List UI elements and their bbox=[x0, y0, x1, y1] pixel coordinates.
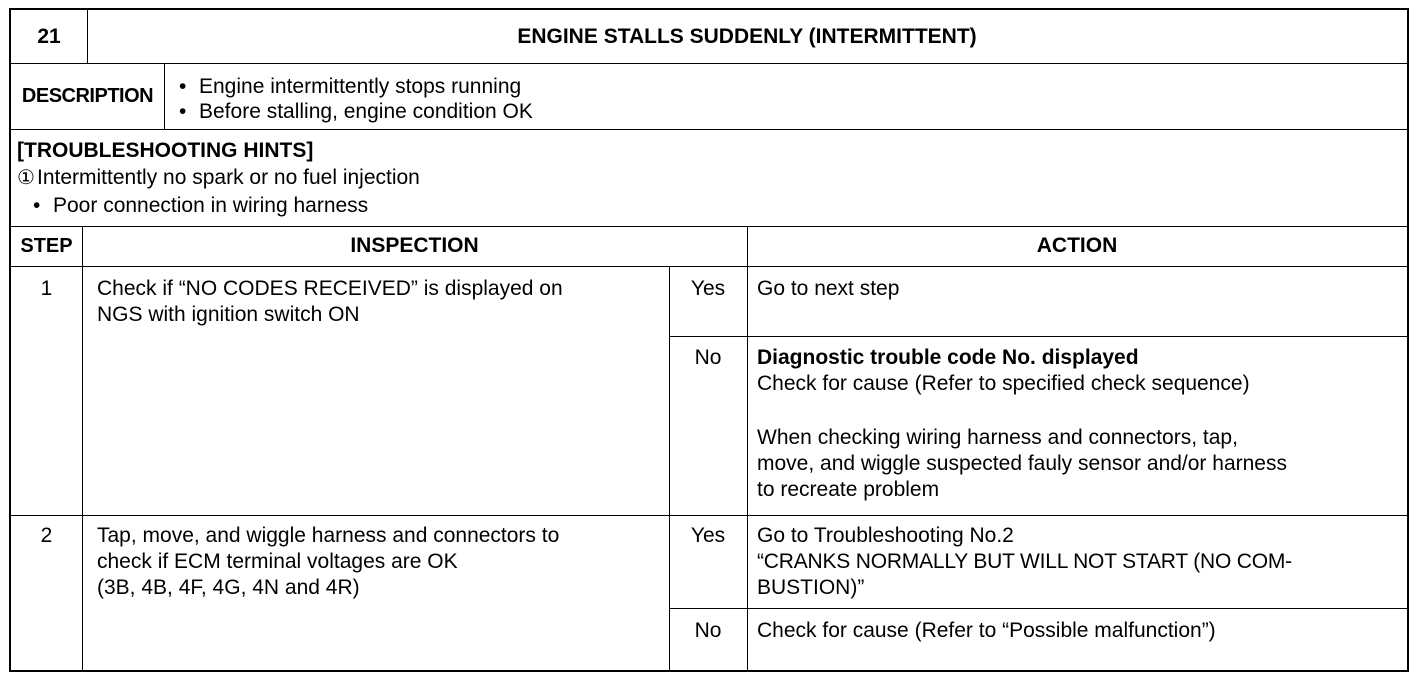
step-number: 1 bbox=[40, 277, 53, 300]
action-line: Check for cause (Refer to specified check sequence) bbox=[757, 372, 1250, 395]
answer-no: No bbox=[694, 346, 722, 369]
step-inspection bbox=[97, 523, 667, 601]
step-inspection bbox=[97, 276, 667, 328]
divider bbox=[82, 226, 83, 670]
divider bbox=[11, 266, 1407, 267]
column-header-action: ACTION bbox=[1036, 234, 1118, 257]
divider bbox=[669, 266, 670, 670]
troubleshooting-number: 21 bbox=[37, 25, 61, 48]
hints-cause-text: Intermittently no spark or no fuel injection bbox=[37, 166, 420, 189]
inspection-line: (3B, 4B, 4F, 4G, 4N and 4R) bbox=[97, 576, 360, 599]
hints-cause bbox=[17, 164, 1397, 192]
action-line: “CRANKS NORMALLY BUT WILL NOT START (NO COM- bbox=[757, 550, 1292, 573]
action-text bbox=[757, 618, 1397, 644]
inspection-line: check if ECM terminal voltages are OK bbox=[97, 550, 458, 573]
page-title: ENGINE STALLS SUDDENLY (INTERMITTENT) bbox=[517, 25, 977, 48]
divider bbox=[11, 129, 1407, 130]
description-item: • Before stalling, engine condition OK bbox=[173, 99, 1373, 124]
inspection-line: Check if “NO CODES RECEIVED” is displayed on bbox=[97, 277, 563, 300]
hints-title: [TROUBLESHOOTING HINTS] bbox=[17, 139, 314, 162]
answer-no: No bbox=[694, 619, 722, 642]
divider bbox=[669, 608, 1407, 609]
action-text bbox=[757, 345, 1397, 503]
divider bbox=[164, 63, 165, 129]
troubleshooting-hints bbox=[17, 137, 1397, 219]
description-label: DESCRIPTION bbox=[21, 85, 154, 107]
description-list bbox=[173, 74, 1373, 124]
action-text bbox=[757, 276, 1397, 302]
column-header-step: STEP bbox=[20, 235, 73, 257]
description-item: • Engine intermittently stops running bbox=[173, 74, 1373, 99]
action-note-line: move, and wiggle suspected fauly sensor and/or harness bbox=[757, 452, 1287, 475]
action-note-line: to recreate problem bbox=[757, 478, 940, 501]
inspection-line: Tap, move, and wiggle harness and connectors to bbox=[97, 524, 560, 547]
answer-yes: Yes bbox=[690, 277, 726, 300]
circled-number-one-icon: ① bbox=[17, 167, 35, 189]
divider bbox=[747, 226, 748, 670]
action-line: Go to Troubleshooting No.2 bbox=[757, 524, 1014, 547]
inspection-line: NGS with ignition switch ON bbox=[97, 303, 360, 326]
action-line: Check for cause (Refer to “Possible malfunction”) bbox=[757, 619, 1216, 642]
hints-item: • Poor connection in wiring harness bbox=[27, 192, 1397, 219]
column-header-inspection: INSPECTION bbox=[350, 234, 479, 257]
action-title: Diagnostic trouble code No. displayed bbox=[757, 346, 1139, 369]
divider bbox=[11, 515, 1407, 516]
divider bbox=[669, 336, 1407, 337]
answer-yes: Yes bbox=[690, 524, 726, 547]
action-note-line: When checking wiring harness and connectors, tap, bbox=[757, 426, 1238, 449]
action-text bbox=[757, 523, 1402, 601]
action-line: Go to next step bbox=[757, 277, 900, 300]
step-number: 2 bbox=[40, 524, 53, 547]
troubleshooting-table bbox=[9, 8, 1409, 672]
divider bbox=[11, 63, 1407, 64]
action-line: BUSTION)” bbox=[757, 576, 865, 599]
